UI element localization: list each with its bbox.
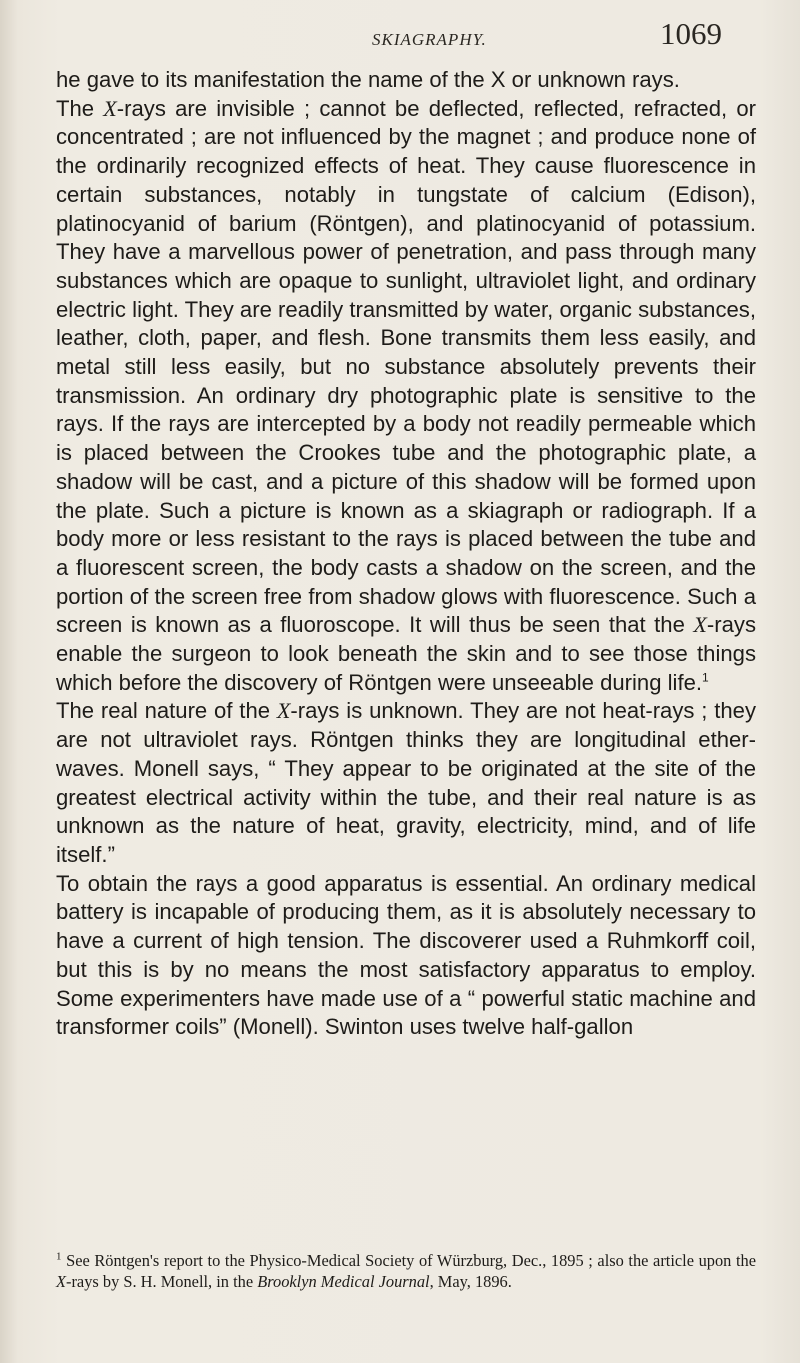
paragraph-2-text-c: -rays enable the surgeon to look beneath the skin and to see those things which before the discovery of Röntgen were unseeable during life. (56, 612, 756, 695)
running-head (0, 12, 800, 52)
footnote-text-b: -rays by S. H. Monell, in the (66, 1272, 258, 1291)
paragraph-2-text-b: -rays are invisible ; cannot be deflected, reflected, refracted, or concentrated ; are not influenced by the magnet ; and produce none of the ordinarily recognized effects of heat. They cause fluorescence in certain substances, notably in tungstate of calcium (Edison), platinocyanid of barium (Röntgen), and platinocyanid of potassium. They have a marvellous power of penetration, and pass through many substances which are opaque to sunlight, ultraviolet light, and ordinary electric light. They are readily transmitted by water, organic substances, leather, cloth, paper, and flesh. Bone transmits them less easily, and metal still less easily, but no substance absolutely prevents their transmission. An ordinary dry photographic plate is sensitive to the rays. If the rays are intercepted by a body not readily permeable which is placed between the Crookes tube and the photographic plate, a shadow will be cast, and a picture of this shadow will be formed upon the plate. Such a picture is known as a skiagraph or radiograph. If a body more or less resistant to the rays is placed between the tube and a fluorescent screen, the body casts a shadow on the screen, and the portion of the screen free from shadow glows with fluorescence. Such a screen is known as a fluoroscope. It will thus be seen that the (56, 95, 756, 638)
paragraph-4-text: To obtain the rays a good apparatus is essential. An ordinary medical battery is incapable of producing them, as it is absolutely necessary to have a current of high tension. The discoverer used a Ruhmkorff coil, but this is by no means the most satisfactory apparatus to employ. Some experimenters have made use of a “ powerful static machine and transformer coils” (Monell). Swinton uses twelve half-gallon (56, 870, 756, 1040)
paragraph-3-text-a: The real nature of the (56, 698, 277, 724)
body-text (56, 66, 756, 1042)
x-italic: X (103, 95, 117, 121)
page-number: 1069 (660, 16, 722, 51)
footnote-x-italic: X (56, 1272, 67, 1291)
paragraph-4 (56, 870, 756, 1042)
x-italic: X (276, 698, 291, 724)
paragraph-1-text: he gave to its manifestation the name of the X or unknown rays. (56, 67, 680, 92)
paragraph-2-text-a: The (56, 95, 104, 121)
footnote-text-c: , May, 1896. (429, 1272, 512, 1291)
footnote-marker: 1 (56, 1250, 62, 1263)
running-head-title: SKIAGRAPHY. (372, 30, 487, 49)
paragraph-2 (56, 95, 756, 698)
footnote-text-a: See Röntgen's report to the Physico-Medical Society of Würzburg, Dec., 1895 ; also the article upon the (61, 1251, 756, 1270)
paragraph-1 (56, 66, 756, 95)
paragraph-3 (56, 697, 756, 869)
journal-title: Brooklyn Medical Journal (257, 1272, 430, 1291)
footnote (56, 1250, 756, 1292)
paragraph-3-text-b: -rays is unknown. They are not heat-rays ; they are not ultraviolet rays. Röntgen thinks they are longitudinal ether-waves. Monell says, “ They appear to be originated at the site of the greatest electrical activity within the tube, and their real nature is as unknown as the nature of heat, gravity, electricity, mind, and of life itself.” (56, 698, 756, 867)
footnote-reference: 1 (702, 670, 709, 685)
x-italic: X (693, 612, 707, 638)
